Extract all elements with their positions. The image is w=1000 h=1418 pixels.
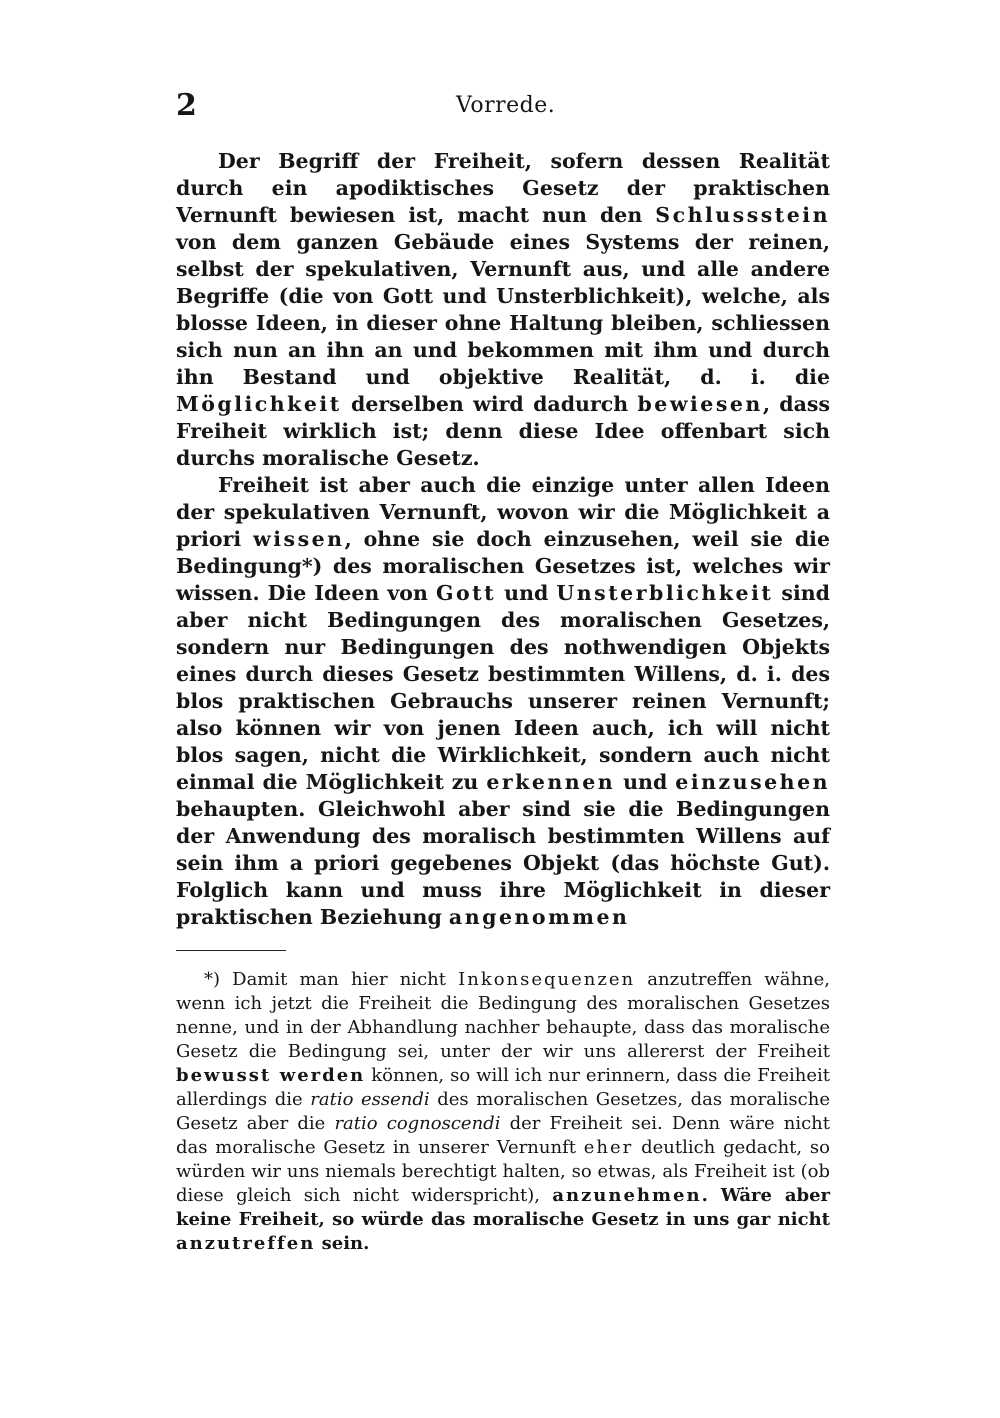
text-run: von dem ganzen Gebäude eines Systems der reinen, selbst der spekulativen, Vernunft aus, und alle andere Begriffe (die von Gott und Unsterblichkeit), welche, als blosse Ideen, in dieser ohne Haltung bleiben, schliessen sich nun an ihn an und bekommen mit ihm und durch ihn Bestand und objektive Realität, d. i. die bbox=[176, 230, 830, 389]
emphasis-run: einzusehen bbox=[675, 770, 831, 794]
text-run: und bbox=[615, 770, 676, 794]
emphasis-run: Schlussstein bbox=[655, 203, 830, 227]
emphasis-run: erkennen bbox=[486, 770, 616, 794]
emphasis-run: anzunehmen bbox=[552, 1185, 702, 1206]
text-run: und bbox=[496, 581, 557, 605]
text-run: sein. bbox=[315, 1233, 370, 1254]
emphasis-run: bewiesen bbox=[637, 392, 763, 416]
text-run: Der Begriff der Freiheit, sofern dessen Realität durch ein apodiktisches Gesetz der praktischen Vernunft bewiesen ist, macht nun den bbox=[176, 149, 830, 227]
text-run: , ohne sie doch einzusehen, weil sie die Bedingung*) des moralischen Gesetzes ist, welches wir wissen. Die Ideen von bbox=[176, 527, 830, 605]
text-run: sind aber nicht Bedingungen des moralischen Gesetzes, sondern nur Bedingungen des nothwendigen Objekts eines durch dieses Gesetz bestimmten Willens, d. i. des blos praktischen Gebrauchs unserer reinen Vernunft; also können wir von jenen Ideen auch, ich will nicht blos sagen, nicht die Wirklichkeit, sondern auch nicht einmal die Möglichkeit zu bbox=[176, 581, 830, 794]
text-run: *) Damit man hier nicht bbox=[204, 969, 459, 990]
emphasis-run: Möglichkeit bbox=[176, 392, 342, 416]
emphasis-run: Gott bbox=[435, 581, 497, 605]
emphasis-run: eher bbox=[583, 1137, 634, 1158]
text-run: können, so will ich nur erinnern, dass die Freiheit allerdings die bbox=[176, 1065, 830, 1110]
footnote bbox=[176, 968, 830, 1256]
text-run: des moralischen Gesetzes, das moralische Gesetz aber die bbox=[176, 1089, 830, 1134]
running-head bbox=[176, 84, 830, 124]
text-run: Freiheit ist aber auch die einzige unter allen Ideen der spekulativen Vernunft, wovon wir die Möglichkeit a priori bbox=[176, 473, 830, 551]
emphasis-run: anzutreffen bbox=[176, 1233, 316, 1254]
text-run: behaupten. Gleichwohl aber sind sie die Bedingungen der Anwendung des moralisch bestimmten Willens auf sein ihm a priori gegebenes Objekt (das höchste Gut). Folglich kann und muss ihre Möglichkeit in dieser praktischen Beziehung bbox=[176, 797, 830, 929]
emphasis-run: angenommen bbox=[448, 905, 630, 929]
main-text bbox=[176, 148, 830, 931]
running-title: Vorrede. bbox=[456, 93, 556, 118]
text-run: anzutreffen wähne, wenn ich jetzt die Freiheit die Bedingung des moralischen Gesetzes nenne, und in der Abhandlung nachher behaupte, dass das moralische Gesetz die Bedingung sei, unter der wir uns allererst der Freiheit bbox=[176, 969, 831, 1062]
emphasis-run: wissen bbox=[253, 527, 345, 551]
emphasis-run: Inkonsequenzen bbox=[458, 969, 636, 990]
footnote-paragraph bbox=[176, 968, 830, 1256]
paragraph-1 bbox=[176, 148, 830, 472]
italic-run: ratio essendi bbox=[310, 1089, 430, 1110]
paragraph-2 bbox=[176, 472, 830, 931]
text-run: . Wäre aber keine Freiheit, so würde das moralische Gesetz in uns gar nicht bbox=[176, 1185, 830, 1230]
text-run: deutlich gedacht, so würden wir uns niemals berechtigt halten, so etwas, als Freiheit ist (ob diese gleich sich nicht widerspricht), bbox=[176, 1137, 830, 1206]
italic-run: ratio cognoscendi bbox=[334, 1113, 501, 1134]
text-run: der Freiheit sei. Denn wäre nicht das moralische Gesetz in unserer Vernunft bbox=[176, 1113, 830, 1158]
emphasis-run: bewusst werden bbox=[176, 1065, 366, 1086]
footnote-divider bbox=[176, 950, 286, 951]
text-run: , dass Freiheit wirklich ist; denn diese Idee offenbart sich durchs moralische Gesetz. bbox=[176, 392, 830, 470]
emphasis-run: Unsterblichkeit bbox=[556, 581, 774, 605]
page-number: 2 bbox=[176, 88, 197, 123]
text-run: derselben wird dadurch bbox=[341, 392, 638, 416]
